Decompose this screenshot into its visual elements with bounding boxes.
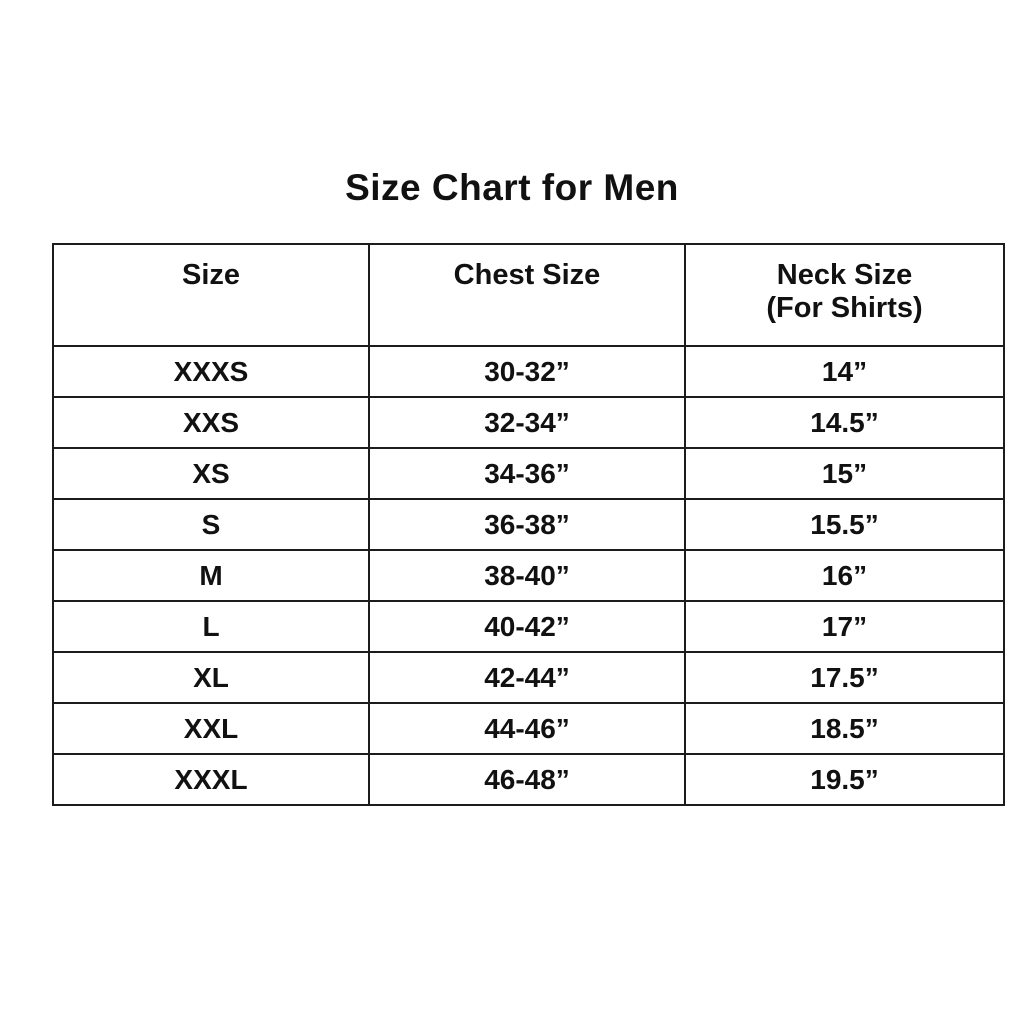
neck-cell: 17” [685, 601, 1004, 652]
column-header-neck-size [685, 244, 1004, 346]
size-cell: XXS [53, 397, 369, 448]
size-cell: M [53, 550, 369, 601]
size-cell: XL [53, 652, 369, 703]
neck-cell: 15” [685, 448, 1004, 499]
table-row [53, 652, 1004, 703]
chest-cell: 44-46” [369, 703, 685, 754]
column-header-size: Size [53, 244, 369, 346]
table-row [53, 346, 1004, 397]
table-header [53, 244, 1004, 346]
chest-cell: 36-38” [369, 499, 685, 550]
neck-cell: 19.5” [685, 754, 1004, 805]
column-header-chest-size: Chest Size [369, 244, 685, 346]
table-row [53, 397, 1004, 448]
size-cell: L [53, 601, 369, 652]
size-cell: XS [53, 448, 369, 499]
chest-cell: 42-44” [369, 652, 685, 703]
chest-cell: 46-48” [369, 754, 685, 805]
size-chart-table [52, 243, 1005, 806]
chest-cell: 32-34” [369, 397, 685, 448]
page-title: Size Chart for Men [345, 167, 679, 208]
table-row [53, 499, 1004, 550]
neck-cell: 15.5” [685, 499, 1004, 550]
size-cell: XXL [53, 703, 369, 754]
table-row [53, 448, 1004, 499]
chest-cell: 38-40” [369, 550, 685, 601]
size-cell: S [53, 499, 369, 550]
chest-cell: 40-42” [369, 601, 685, 652]
neck-cell: 18.5” [685, 703, 1004, 754]
table-body [53, 346, 1004, 805]
header-row [53, 244, 1004, 346]
table-row [53, 550, 1004, 601]
size-cell: XXXS [53, 346, 369, 397]
neck-cell: 17.5” [685, 652, 1004, 703]
neck-cell: 14” [685, 346, 1004, 397]
neck-size-sublabel: (For Shirts) [766, 292, 923, 324]
chest-cell: 30-32” [369, 346, 685, 397]
neck-cell: 14.5” [685, 397, 1004, 448]
table-row [53, 754, 1004, 805]
neck-cell: 16” [685, 550, 1004, 601]
chest-cell: 34-36” [369, 448, 685, 499]
table-row [53, 601, 1004, 652]
table-row [53, 703, 1004, 754]
size-cell: XXXL [53, 754, 369, 805]
neck-size-label: Neck Size [776, 259, 913, 291]
